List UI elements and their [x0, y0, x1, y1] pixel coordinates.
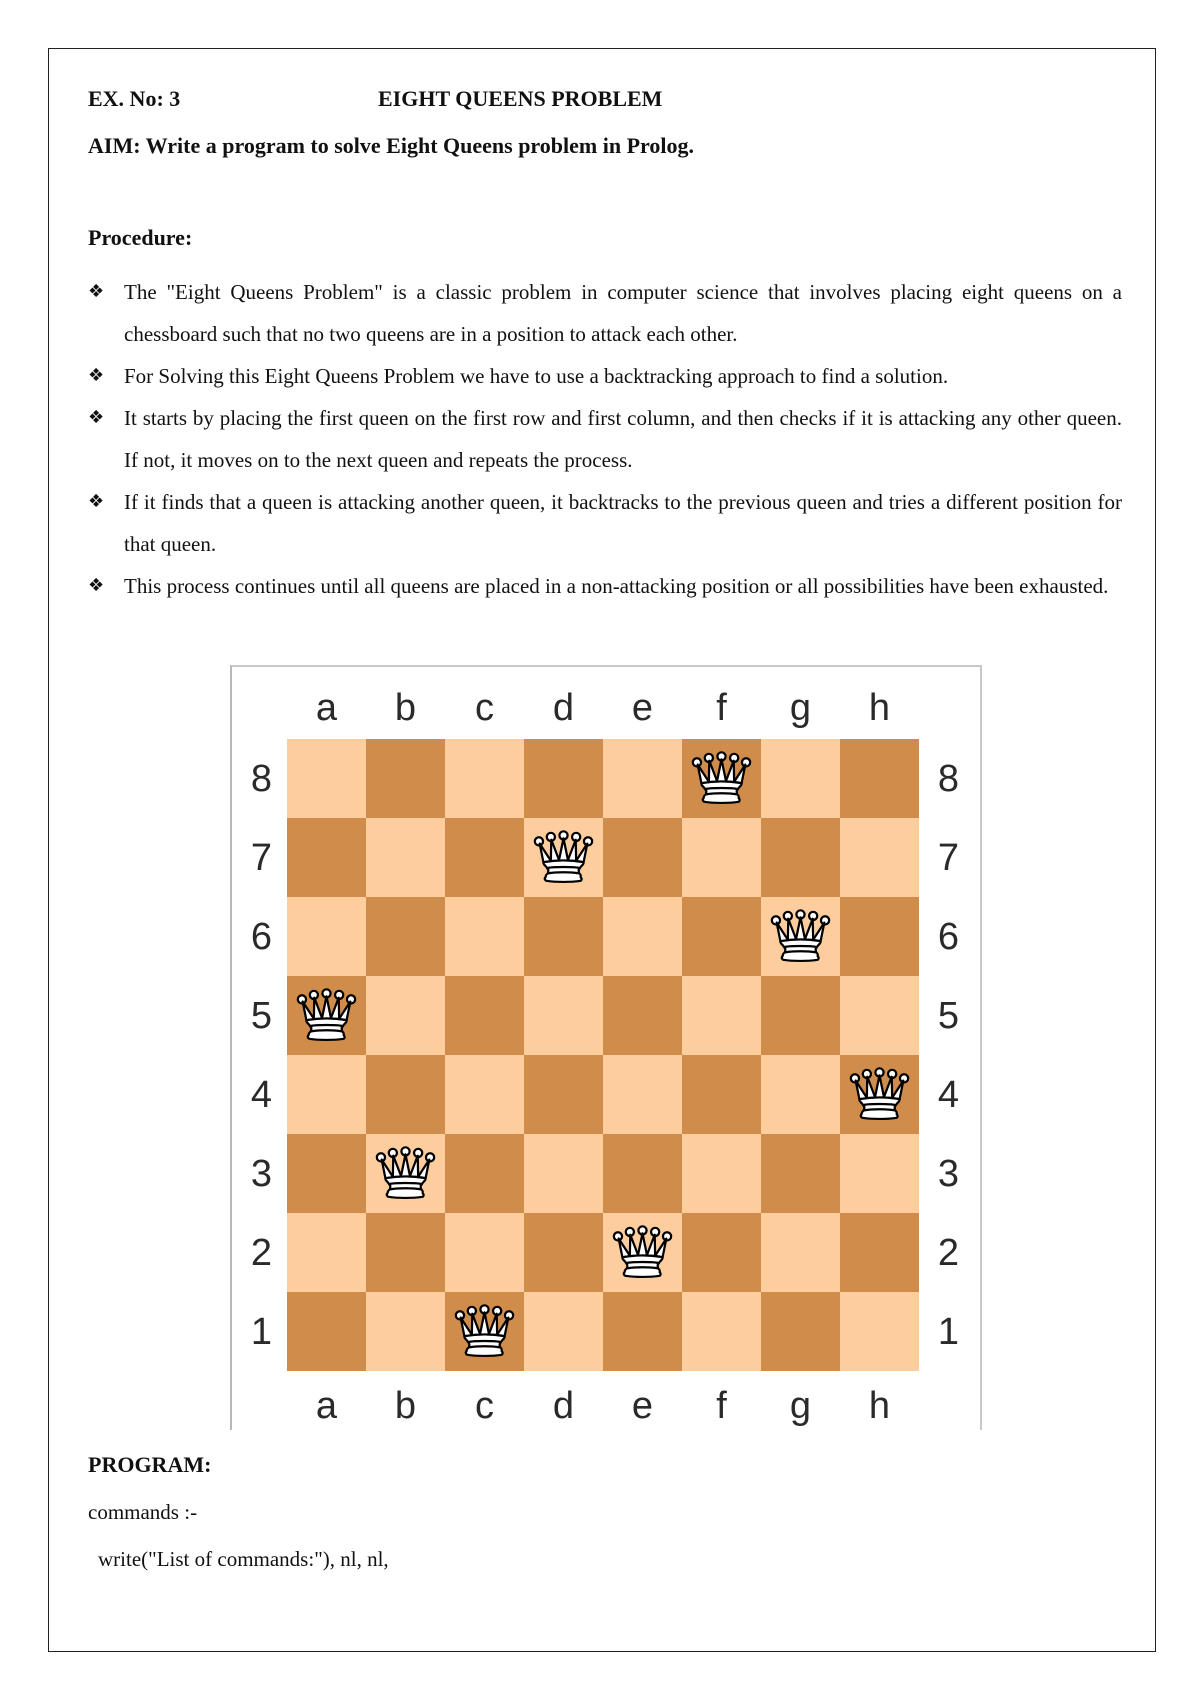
square-h6 — [840, 897, 919, 976]
file-label-bottom: h — [868, 1385, 891, 1427]
file-label-bottom: f — [716, 1385, 727, 1427]
square-e4 — [603, 1055, 682, 1134]
four-diamond-bullet-icon: ❖ — [88, 281, 105, 302]
square-g2 — [761, 1213, 840, 1292]
four-diamond-bullet-icon: ❖ — [88, 407, 105, 428]
white-queen-icon — [451, 1296, 518, 1366]
square-f5 — [682, 976, 761, 1055]
white-queen-icon — [372, 1138, 439, 1208]
four-diamond-bullet-icon: ❖ — [88, 365, 105, 386]
procedure-heading: Procedure: — [88, 225, 193, 250]
square-c4 — [445, 1055, 524, 1134]
square-f3 — [682, 1134, 761, 1213]
square-h7 — [840, 818, 919, 897]
list-item — [88, 271, 1122, 355]
square-b7 — [366, 818, 445, 897]
square-e5 — [603, 976, 682, 1055]
list-item — [88, 397, 1122, 481]
square-b1 — [366, 1292, 445, 1371]
square-f4 — [682, 1055, 761, 1134]
square-e8 — [603, 739, 682, 818]
file-label-top: a — [315, 687, 338, 729]
square-a5 — [287, 976, 366, 1055]
square-a6 — [287, 897, 366, 976]
square-d5 — [524, 976, 603, 1055]
list-item — [88, 481, 1122, 565]
square-c7 — [445, 818, 524, 897]
square-f8 — [682, 739, 761, 818]
rank-label-right: 6 — [937, 916, 960, 958]
four-diamond-bullet-icon: ❖ — [88, 491, 105, 512]
square-g5 — [761, 976, 840, 1055]
list-item — [88, 565, 1122, 607]
file-label-bottom: g — [789, 1385, 812, 1427]
procedure-item-text: It starts by placing the first queen on the first row and first column, and then checks if it is attacking any other queen. If not, it moves on to the next queen and repeats the process. — [124, 406, 1122, 472]
square-e7 — [603, 818, 682, 897]
square-d8 — [524, 739, 603, 818]
file-label-top: e — [631, 687, 654, 729]
square-b2 — [366, 1213, 445, 1292]
square-a7 — [287, 818, 366, 897]
file-label-top: d — [552, 687, 575, 729]
square-d2 — [524, 1213, 603, 1292]
chessboard-grid — [287, 739, 919, 1371]
four-diamond-bullet-icon: ❖ — [88, 575, 105, 596]
white-queen-icon — [530, 822, 597, 892]
square-d6 — [524, 897, 603, 976]
square-a2 — [287, 1213, 366, 1292]
file-label-bottom: d — [552, 1385, 575, 1427]
square-f6 — [682, 897, 761, 976]
program-heading: PROGRAM: — [88, 1452, 212, 1477]
square-g3 — [761, 1134, 840, 1213]
file-label-bottom: c — [475, 1385, 494, 1427]
square-e2 — [603, 1213, 682, 1292]
rank-label-left: 6 — [250, 916, 273, 958]
rank-label-right: 7 — [937, 837, 960, 879]
procedure-list — [88, 271, 1122, 607]
square-b5 — [366, 976, 445, 1055]
file-label-top: c — [475, 687, 494, 729]
procedure-item-text: The "Eight Queens Problem" is a classic problem in computer science that involves placing eight queens on a chessboard such that no two queens are in a position to attack each other. — [124, 280, 1122, 346]
square-c8 — [445, 739, 524, 818]
square-h8 — [840, 739, 919, 818]
file-label-bottom: b — [394, 1385, 417, 1427]
square-c1 — [445, 1292, 524, 1371]
white-queen-icon — [767, 901, 834, 971]
square-g6 — [761, 897, 840, 976]
square-g8 — [761, 739, 840, 818]
white-queen-icon — [688, 743, 755, 813]
rank-label-left: 1 — [250, 1311, 273, 1353]
square-a8 — [287, 739, 366, 818]
chessboard-figure — [230, 665, 982, 1430]
aim-statement: AIM: Write a program to solve Eight Queens problem in Prolog. — [88, 133, 694, 158]
square-c5 — [445, 976, 524, 1055]
square-a4 — [287, 1055, 366, 1134]
rank-label-left: 8 — [250, 758, 273, 800]
square-d7 — [524, 818, 603, 897]
square-b4 — [366, 1055, 445, 1134]
white-queen-icon — [846, 1059, 913, 1129]
square-a1 — [287, 1292, 366, 1371]
rank-label-left: 4 — [250, 1074, 273, 1116]
square-d3 — [524, 1134, 603, 1213]
square-d4 — [524, 1055, 603, 1134]
rank-label-left: 7 — [250, 837, 273, 879]
rank-label-right: 4 — [937, 1074, 960, 1116]
rank-label-right: 3 — [937, 1153, 960, 1195]
code-line: commands :- — [88, 1500, 198, 1524]
square-e1 — [603, 1292, 682, 1371]
file-label-bottom: a — [315, 1385, 338, 1427]
square-f1 — [682, 1292, 761, 1371]
procedure-item-text: This process continues until all queens are placed in a non-attacking position or all possibilities have been exhausted. — [124, 574, 1109, 598]
square-g7 — [761, 818, 840, 897]
procedure-item-text: If it finds that a queen is attacking another queen, it backtracks to the previous queen and tries a different position for that queen. — [124, 490, 1122, 556]
square-d1 — [524, 1292, 603, 1371]
file-label-top: b — [394, 687, 417, 729]
square-h1 — [840, 1292, 919, 1371]
square-h4 — [840, 1055, 919, 1134]
square-h3 — [840, 1134, 919, 1213]
square-b3 — [366, 1134, 445, 1213]
square-c3 — [445, 1134, 524, 1213]
square-f2 — [682, 1213, 761, 1292]
file-label-top: f — [716, 687, 727, 729]
file-label-bottom: e — [631, 1385, 654, 1427]
document-header — [88, 86, 1128, 116]
square-c2 — [445, 1213, 524, 1292]
white-queen-icon — [293, 980, 360, 1050]
page-title: EIGHT QUEENS PROBLEM — [378, 86, 663, 111]
square-b8 — [366, 739, 445, 818]
rank-label-right: 5 — [937, 995, 960, 1037]
file-label-top: g — [789, 687, 812, 729]
square-h5 — [840, 976, 919, 1055]
square-g4 — [761, 1055, 840, 1134]
white-queen-icon — [609, 1217, 676, 1287]
rank-label-right: 1 — [937, 1311, 960, 1353]
square-b6 — [366, 897, 445, 976]
square-c6 — [445, 897, 524, 976]
square-a3 — [287, 1134, 366, 1213]
code-line: write("List of commands:"), nl, nl, — [98, 1547, 389, 1571]
procedure-item-text: For Solving this Eight Queens Problem we have to use a backtracking approach to find a solution. — [124, 364, 949, 388]
square-e3 — [603, 1134, 682, 1213]
square-h2 — [840, 1213, 919, 1292]
square-f7 — [682, 818, 761, 897]
rank-label-right: 8 — [937, 758, 960, 800]
list-item — [88, 355, 1122, 397]
rank-label-left: 3 — [250, 1153, 273, 1195]
rank-label-right: 2 — [937, 1232, 960, 1274]
rank-label-left: 2 — [250, 1232, 273, 1274]
square-e6 — [603, 897, 682, 976]
rank-label-left: 5 — [250, 995, 273, 1037]
square-g1 — [761, 1292, 840, 1371]
exercise-number: EX. No: 3 — [88, 86, 181, 111]
file-label-top: h — [868, 687, 891, 729]
